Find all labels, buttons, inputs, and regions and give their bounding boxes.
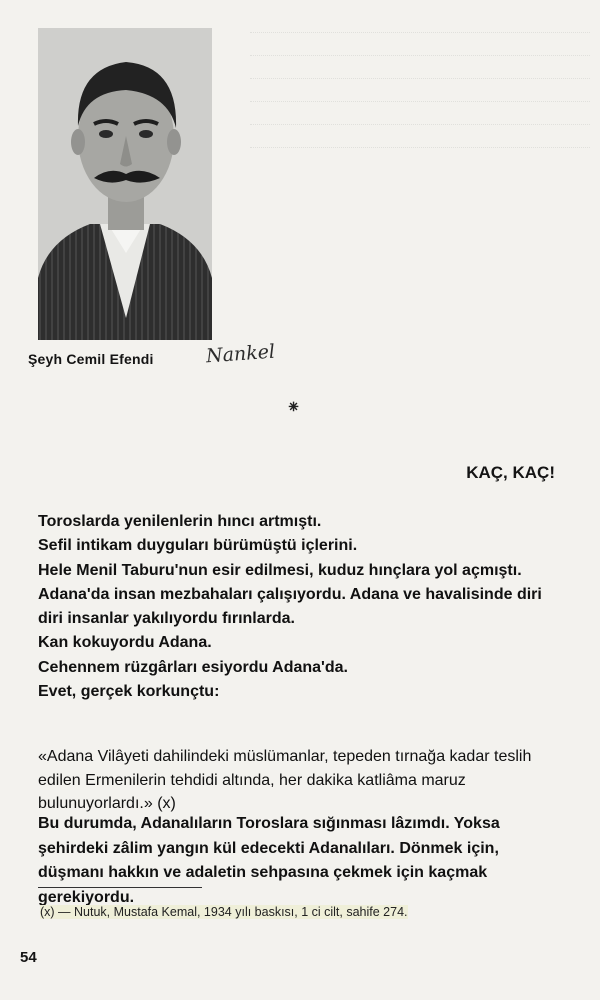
paragraph-6: Cehennem rüzgârları esiyordu Adana'da. <box>38 658 348 676</box>
handwritten-signature: Nankel <box>205 340 276 368</box>
paragraph-4: Adana'da insan mezbahaları çalışıyordu. Adana ve havalisinde diri diri insanlar yakılıyordu fırınlarda. <box>38 585 542 628</box>
body-paragraphs <box>38 510 560 704</box>
bleed-through-texture <box>250 10 590 330</box>
paragraph-1: Toroslarda yenilenlerin hıncı artmıştı. <box>38 513 322 530</box>
paragraph-2: Sefil intikam duyguları bürümüştü içlerini. <box>38 537 358 555</box>
section-title: KAÇ, KAÇ! <box>466 463 555 482</box>
closing-paragraph: Bu durumda, Adanalıların Toroslara sığınması lâzımdı. Yoksa şehirdeki zâlim yangın kül edecekti Adanalıları. Dönmek için, düşmanı hakkın ve adaletin sehpasına çekmek için kaçmak gerekiyordu. <box>38 815 500 906</box>
footnote-separator <box>38 887 202 888</box>
portrait-photo <box>38 28 212 340</box>
paragraph-3: Hele Menil Taburu'nun esir edilmesi, kuduz hınçlara yol açmıştı. <box>38 561 522 579</box>
paragraph-7: Evet, gerçek korkunçtu: <box>38 683 220 701</box>
quotation-paragraph: «Adana Vilâyeti dahilindeki müslümanlar, tepeden tırnağa kadar teslih edilen Ermenilerin tehdidi altında, her dakika katliâma maruz bulunuyorlardı.» (x) <box>38 748 532 812</box>
photo-caption: Şeyh Cemil Efendi <box>28 351 154 367</box>
portrait-illustration <box>38 28 212 340</box>
paragraph-5: Kan kokuyordu Adana. <box>38 634 212 652</box>
page-number: 54 <box>20 949 37 966</box>
footnote: (x) — Nutuk, Mustafa Kemal, 1934 yılı baskısı, 1 ci cilt, sahife 274. <box>40 905 408 919</box>
section-divider-asterisk: ⁕ <box>286 397 302 417</box>
